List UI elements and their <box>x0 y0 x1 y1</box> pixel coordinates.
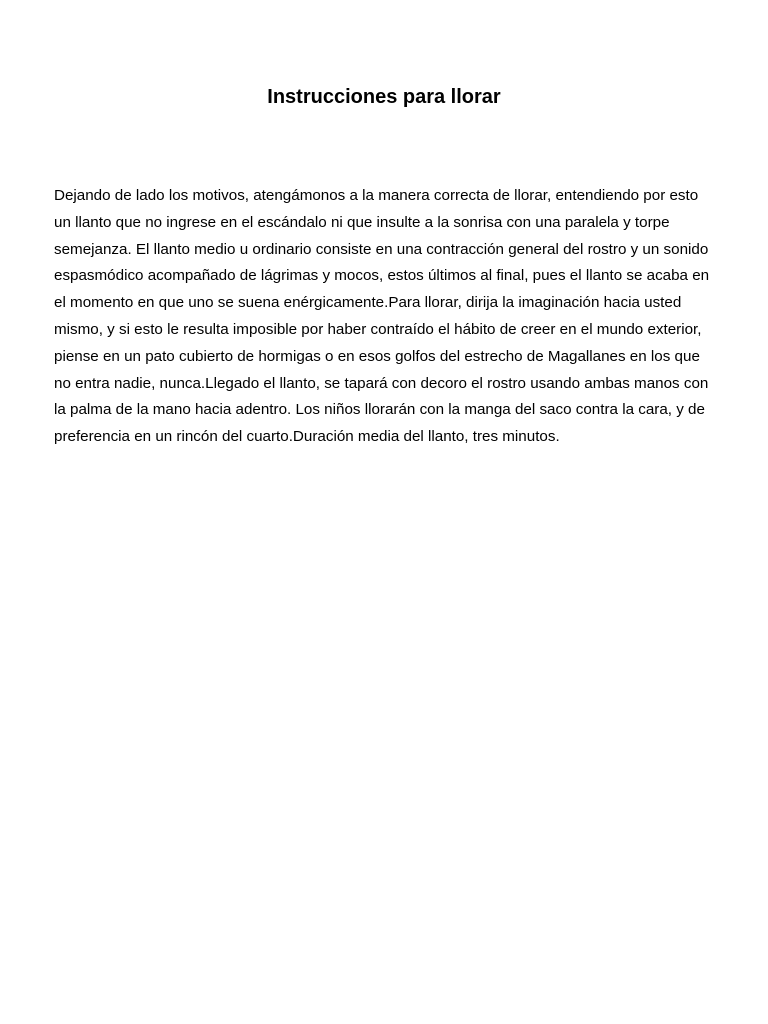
document-body-paragraph: Dejando de lado los motivos, atengámonos a la manera correcta de llorar, entendiendo por esto un llanto que no ingrese en el escándalo ni que insulte a la sonrisa con una paralela y torpe semejanza. El llanto medio u ordinario consiste en una contracción general del rostro y un sonido espasmódico acompañado de lágrimas y mocos, estos últimos al final, pues el llanto se acaba en el momento en que uno se suena enérgicamente.Para llorar, dirija la imaginación hacia usted mismo, y si esto le resulta imposible por haber contraído el hábito de creer en el mundo exterior, piense en un pato cubierto de hormigas o en esos golfos del estrecho de Magallanes en los que no entra nadie, nunca.Llegado el llanto, se tapará con decoro el rostro usando ambas manos con la palma de la mano hacia adentro. Los niños llorarán con la manga del saco contra la cara, y de preferencia en un rincón del cuarto.Duración media del llanto, tres minutos. <box>54 187 710 446</box>
document-title: Instrucciones para llorar <box>267 86 501 108</box>
